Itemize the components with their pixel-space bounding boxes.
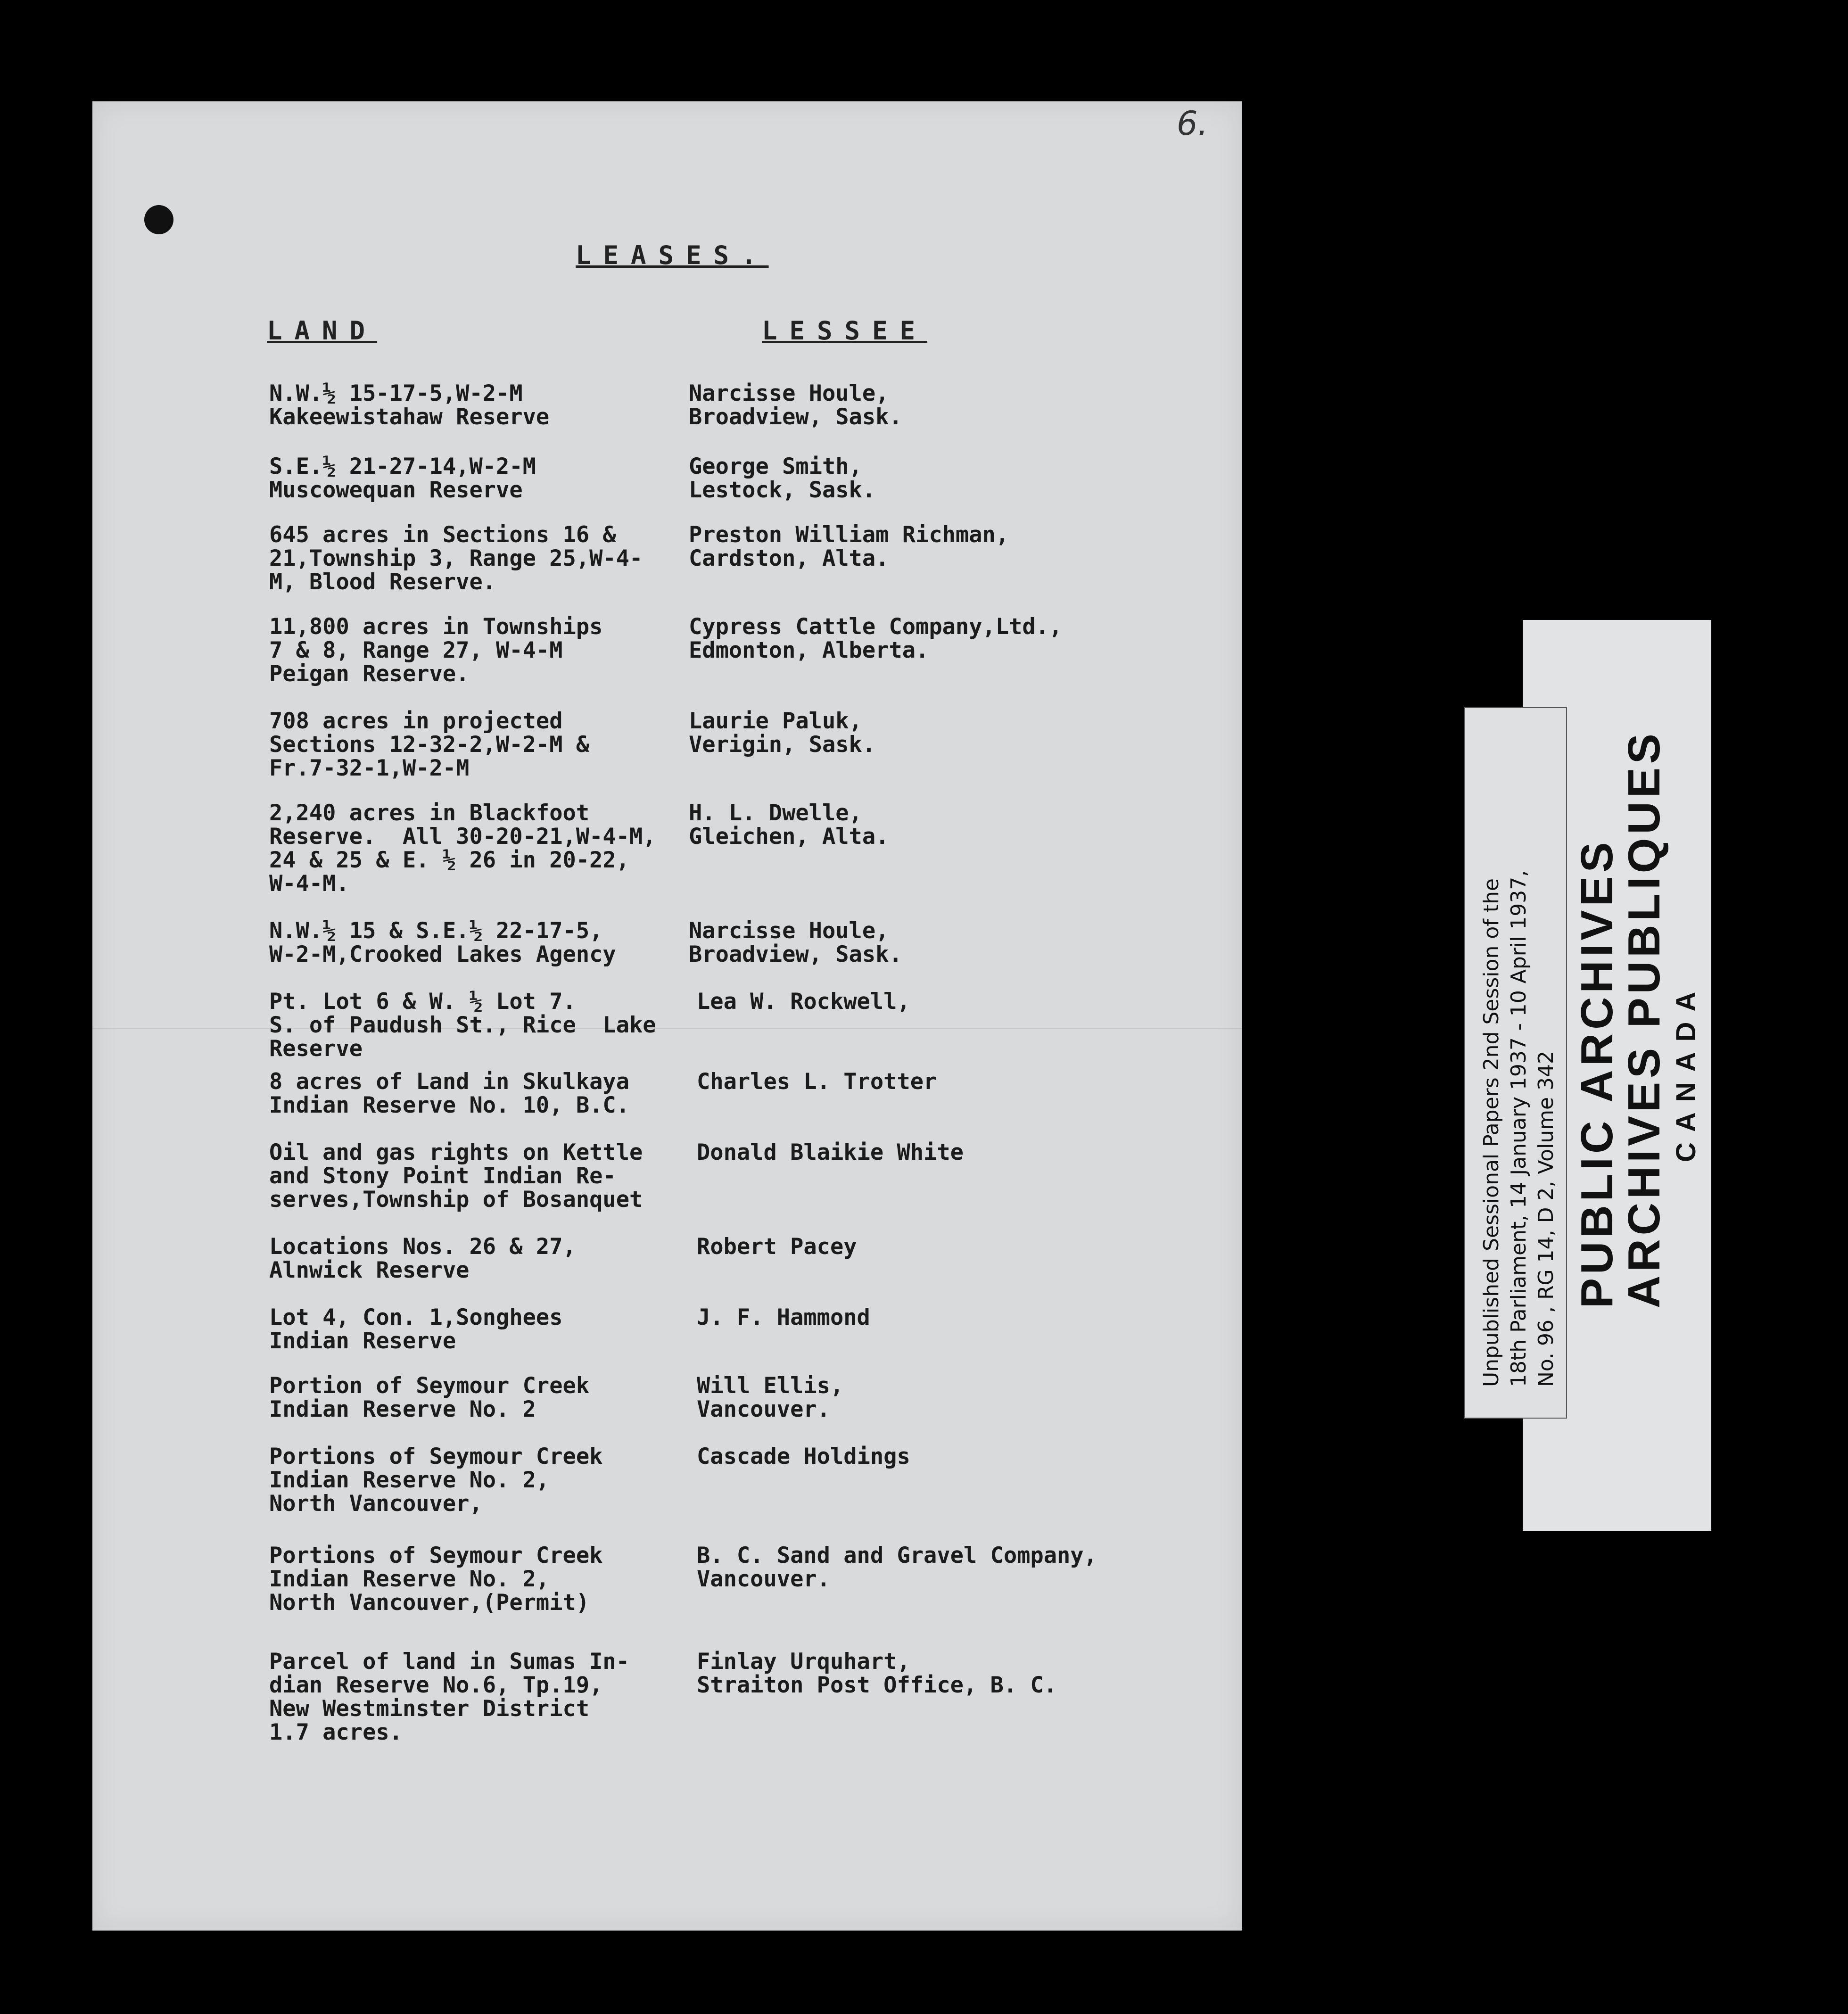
punch-hole <box>144 205 173 234</box>
lessee-name <box>697 1544 1215 1591</box>
lessee-line: Narcisse Houle, <box>689 380 889 406</box>
land-line: Peigan Reserve. <box>269 661 470 687</box>
land-line: and Stony Point Indian Re- <box>269 1163 616 1189</box>
lessee-line: Lestock, Sask. <box>689 477 876 503</box>
land-description <box>269 1235 731 1282</box>
land-description <box>269 919 731 966</box>
lessee-line: Donald Blaikie White <box>697 1139 964 1165</box>
land-line: 645 acres in Sections 16 & <box>269 522 616 548</box>
lessee-line: Broadview, Sask. <box>689 941 902 967</box>
label-line-2: 18th Parliament, 14 January 1937 - 10 April 1937, <box>1507 870 1531 1387</box>
land-line: M, Blood Reserve. <box>269 569 496 595</box>
lessee-line: Vancouver. <box>697 1396 830 1422</box>
lessee-line: Narcisse Houle, <box>689 918 889 944</box>
land-line: Oil and gas rights on Kettle <box>269 1139 643 1165</box>
land-line: serves,Township of Bosanquet <box>269 1187 643 1213</box>
land-line: Indian Reserve <box>269 1328 456 1354</box>
land-line: S.E.½ 21-27-14,W-2-M <box>269 454 536 479</box>
land-description <box>269 1445 731 1516</box>
land-description <box>269 1141 731 1212</box>
land-line: North Vancouver, <box>269 1491 483 1517</box>
land-description <box>269 1306 731 1353</box>
lessee-name <box>689 919 1207 966</box>
lessee-line: H. L. Dwelle, <box>689 800 862 826</box>
label-line-3: No. 96 , RG 14, D 2, Volume 342 <box>1534 1050 1558 1387</box>
lessee-name <box>689 382 1207 429</box>
lessee-name <box>689 801 1207 849</box>
lessee-line: Cascade Holdings <box>697 1444 910 1469</box>
label-line-1: Unpublished Sessional Papers 2nd Session of the <box>1479 878 1503 1387</box>
lessee-line: Finlay Urquhart, <box>697 1649 910 1675</box>
land-description <box>269 1070 731 1117</box>
land-line: Kakeewistahaw Reserve <box>269 404 550 430</box>
land-line: New Westminster District <box>269 1696 590 1722</box>
land-line: S. of Paudush St., Rice Lake <box>269 1012 656 1038</box>
land-line: Sections 12-32-2,W-2-M & <box>269 732 590 758</box>
document-title: LEASES. <box>576 240 769 270</box>
land-line: 8 acres of Land in Skulkaya <box>269 1069 630 1095</box>
land-description <box>269 523 731 594</box>
lessee-line: Cardston, Alta. <box>689 545 889 571</box>
land-line: Portions of Seymour Creek <box>269 1543 603 1568</box>
lessee-name <box>697 1235 1215 1259</box>
land-description <box>269 455 731 502</box>
land-line: Portions of Seymour Creek <box>269 1444 603 1469</box>
land-line: N.W.½ 15 & S.E.½ 22-17-5, <box>269 918 603 944</box>
lessee-line: Preston William Richman, <box>689 522 1009 548</box>
land-line: 1.7 acres. <box>269 1719 403 1745</box>
land-line: W-2-M,Crooked Lakes Agency <box>269 941 616 967</box>
lessee-line: George Smith, <box>689 454 862 479</box>
lessee-line: Vancouver. <box>697 1566 830 1592</box>
land-description <box>269 990 731 1061</box>
land-line: Alnwick Reserve <box>269 1257 470 1283</box>
land-line: Reserve <box>269 1036 363 1062</box>
land-line: 21,Township 3, Range 25,W-4- <box>269 545 643 571</box>
column-header-lessee: LESSEE <box>762 316 928 346</box>
land-line: Pt. Lot 6 & W. ½ Lot 7. <box>269 989 576 1015</box>
land-line: Muscowequan Reserve <box>269 477 523 503</box>
land-description <box>269 1544 731 1615</box>
land-line: Lot 4, Con. 1,Songhees <box>269 1304 563 1330</box>
archive-country: CANADA <box>1671 981 1701 1162</box>
land-description <box>269 1374 731 1421</box>
lessee-line: Verigin, Sask. <box>689 732 876 758</box>
lessee-line: Edmonton, Alberta. <box>689 637 929 663</box>
land-description <box>269 382 731 429</box>
land-line: Indian Reserve No. 10, B.C. <box>269 1092 630 1118</box>
lessee-name <box>689 710 1207 757</box>
land-line: 708 acres in projected <box>269 708 563 734</box>
land-line: 11,800 acres in Townships <box>269 614 603 640</box>
lessee-line: B. C. Sand and Gravel Company, <box>697 1543 1097 1568</box>
lessee-name <box>689 523 1207 570</box>
land-line: North Vancouver,(Permit) <box>269 1590 590 1616</box>
land-line: 24 & 25 & E. ½ 26 in 20-22, <box>269 847 630 873</box>
lessee-name <box>689 615 1207 662</box>
land-line: Fr.7-32-1,W-2-M <box>269 755 470 781</box>
page-number: 6. <box>1177 104 1208 143</box>
land-line: Portion of Seymour Creek <box>269 1373 590 1399</box>
sessional-paper-label <box>1464 707 1567 1419</box>
archive-name-english: PUBLIC ARCHIVES <box>1572 838 1622 1308</box>
lessee-name <box>697 1650 1215 1697</box>
lessee-name <box>697 1306 1215 1329</box>
lessee-name <box>697 1374 1215 1421</box>
lessee-name <box>697 990 1215 1014</box>
archive-name-french: ARCHIVES PUBLIQUES <box>1619 730 1669 1308</box>
column-header-land: LAND <box>267 316 378 346</box>
lessee-name <box>697 1141 1215 1164</box>
land-line: Indian Reserve No. 2 <box>269 1396 536 1422</box>
land-line: N.W.½ 15-17-5,W-2-M <box>269 380 523 406</box>
lessee-line: Laurie Paluk, <box>689 708 862 734</box>
land-line: Locations Nos. 26 & 27, <box>269 1234 576 1260</box>
land-description <box>269 615 731 686</box>
lessee-line: Robert Pacey <box>697 1234 857 1260</box>
land-line: 2,240 acres in Blackfoot <box>269 800 590 826</box>
lessee-name <box>697 1445 1215 1469</box>
lessee-line: Broadview, Sask. <box>689 404 902 430</box>
lessee-line: Lea W. Rockwell, <box>697 989 910 1015</box>
lessee-line: Charles L. Trotter <box>697 1069 937 1095</box>
land-line: W-4-M. <box>269 871 349 897</box>
lessee-name <box>689 455 1207 502</box>
land-description <box>269 710 731 780</box>
land-line: dian Reserve No.6, Tp.19, <box>269 1672 603 1698</box>
land-description <box>269 801 731 896</box>
land-description <box>269 1650 731 1744</box>
document-page <box>92 101 1242 1931</box>
lessee-line: Straiton Post Office, B. C. <box>697 1672 1057 1698</box>
land-line: Indian Reserve No. 2, <box>269 1467 550 1493</box>
lessee-line: Cypress Cattle Company,Ltd., <box>689 614 1063 640</box>
land-line: Parcel of land in Sumas In- <box>269 1649 630 1675</box>
lessee-name <box>697 1070 1215 1094</box>
land-line: 7 & 8, Range 27, W-4-M <box>269 637 563 663</box>
land-line: Reserve. All 30-20-21,W-4-M, <box>269 824 656 850</box>
lessee-line: J. F. Hammond <box>697 1304 870 1330</box>
lessee-line: Will Ellis, <box>697 1373 844 1399</box>
land-line: Indian Reserve No. 2, <box>269 1566 550 1592</box>
lessee-line: Gleichen, Alta. <box>689 824 889 850</box>
